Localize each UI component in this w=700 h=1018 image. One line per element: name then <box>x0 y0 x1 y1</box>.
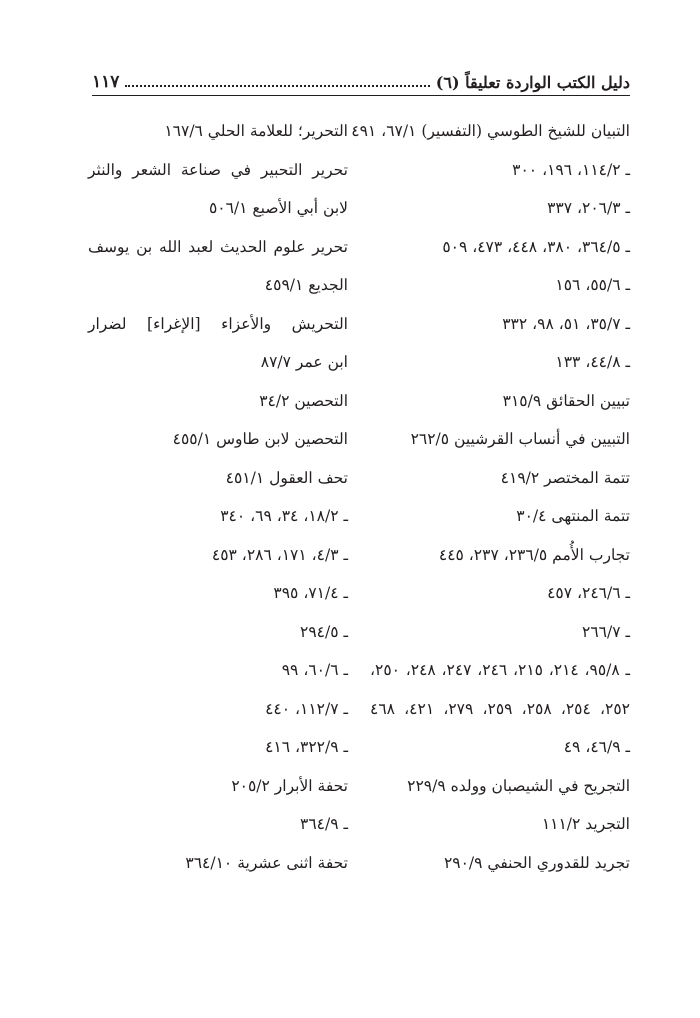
index-entry: ـ ١١٢/٧، ٤٤٠ <box>265 699 348 718</box>
index-entry: ـ ١٨/٢، ٣٤، ٦٩، ٣٤٠ <box>220 507 348 525</box>
index-entry: ـ ٣٦٤/٩ <box>300 815 348 833</box>
index-entry: تحرير التحبير في صناعة الشعر والنثر <box>88 160 348 179</box>
index-entry: التبيان للشيخ الطوسي (التفسير) ٦٧/١، ٤٩١ <box>351 122 630 140</box>
index-entry: تحرير علوم الحديث لعبد الله بن يوسف <box>88 237 348 256</box>
index-entry: ـ ٢٩٤/٥ <box>300 622 348 641</box>
leader-dots <box>125 84 429 87</box>
index-entry: ـ ٣٦٤/٥، ٣٨٠، ٤٤٨، ٤٧٣، ٥٠٩ <box>442 237 630 256</box>
index-entry: تبيين الحقائق ٣١٥/٩ <box>502 391 630 410</box>
index-entry: ـ ٣٥/٧، ٥١، ٩٨، ٣٣٢ <box>502 314 630 333</box>
index-entry: ابن عمر ٨٧/٧ <box>260 353 348 371</box>
index-entry: تحفة الأبرار ٢٠٥/٢ <box>231 776 348 795</box>
index-columns <box>88 112 631 882</box>
index-entry: ـ ٣٢٢/٩، ٤١٦ <box>265 738 348 756</box>
index-entry: ٢٥٢، ٢٥٤، ٢٥٨، ٢٥٩، ٢٧٩، ٤٢١، ٤٦٨ <box>370 699 631 718</box>
index-entry: ـ ٥٥/٦، ١٥٦ <box>555 276 630 294</box>
index-entry: ـ ٤٤/٨، ١٣٣ <box>555 353 630 371</box>
index-entry: التحصين لابن طاوس ٤٥٥/١ <box>172 430 348 448</box>
index-entry: ـ ١١٤/٢، ١٩٦، ٣٠٠ <box>512 160 630 179</box>
index-entry: تتمة المنتهى ٣٠/٤ <box>516 507 630 525</box>
index-entry: تجريد للقدوري الحنفي ٢٩٠/٩ <box>443 853 630 872</box>
index-entry: تجارب الأُمم ٢٣٦/٥، ٢٣٧، ٤٤٥ <box>438 545 630 564</box>
index-entry: ـ ٢٠٦/٣، ٣٣٧ <box>547 199 630 217</box>
running-head-title: دليل الكتب الواردة تعليقاً (٦) <box>435 73 630 92</box>
header-rule <box>92 95 630 96</box>
index-entry: تحف العقول ٤٥١/١ <box>225 468 348 487</box>
index-entry: ـ ٧١/٤، ٣٩٥ <box>273 584 348 602</box>
index-entry: التجريد ١١١/٢ <box>541 815 630 833</box>
index-entry: تحفة اثنى عشرية ٣٦٤/١٠ <box>185 853 348 872</box>
index-entry: التبيين في أنساب القرشيين ٢٦٢/٥ <box>410 430 630 448</box>
index-entry: ـ ٩٥/٨، ٢١٤، ٢١٥، ٢٤٦، ٢٤٧، ٢٤٨، ٢٥٠، <box>370 661 631 679</box>
index-entry: التحصين ٣٤/٢ <box>259 391 348 410</box>
page-number: ١١٧ <box>92 72 120 92</box>
index-entry: ـ ٢٤٦/٦، ٤٥٧ <box>547 584 630 602</box>
index-entry: التحريش والأعزاء [الإغراء] لضرار <box>88 314 348 333</box>
running-head <box>92 62 630 92</box>
index-entry: لابن أبي الأصبع ٥٠٦/١ <box>208 199 348 217</box>
index-entry: ـ ٤/٣، ١٧١، ٢٨٦، ٤٥٣ <box>211 545 348 564</box>
index-entry: التجريح في الشيصبان وولده ٢٢٩/٩ <box>407 776 630 795</box>
index-entry: تتمة المختصر ٤١٩/٢ <box>500 468 630 487</box>
index-entry: ـ ٤٦/٩، ٤٩ <box>563 738 630 756</box>
index-entry: ـ ٦٠/٦، ٩٩ <box>281 661 348 679</box>
index-entry: ـ ٢٦٦/٧ <box>582 622 630 641</box>
index-entry: التحرير؛ للعلامة الحلي ١٦٧/٦ <box>164 122 348 140</box>
index-entry: الجديع ٤٥٩/١ <box>264 276 348 294</box>
right-column <box>351 112 631 882</box>
left-column <box>88 112 348 882</box>
